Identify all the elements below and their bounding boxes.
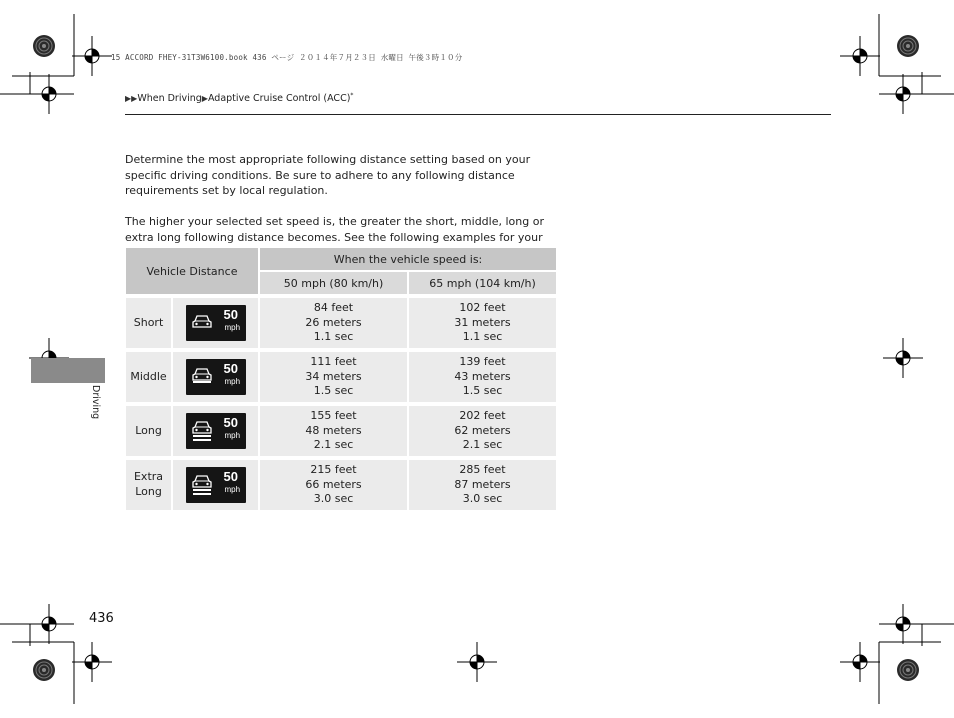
value-line: 139 feet: [459, 354, 506, 368]
side-tab: [31, 358, 105, 383]
value-line: 84 feet: [313, 300, 354, 314]
value-line: 48 meters: [305, 423, 362, 437]
value-cell-50mph: [260, 352, 407, 402]
value-cell-65mph: [409, 460, 556, 510]
distance-icon-cell: [173, 298, 258, 348]
value-line: 285 feet: [459, 462, 506, 476]
value-line: 3.0 sec: [462, 492, 503, 506]
value-line: 26 meters: [305, 315, 362, 329]
row-label: Middle: [126, 352, 171, 402]
icon-speed-number: 50: [223, 469, 238, 484]
car-icon: [191, 473, 213, 497]
side-tab-label: Driving: [90, 385, 101, 420]
col-header-speed-50: 50 mph (80 km/h): [260, 272, 407, 294]
icon-speed-number: 50: [223, 361, 238, 376]
breadcrumb-mark: *: [350, 92, 354, 99]
icon-speed-unit: mph: [224, 485, 241, 494]
value-line: 43 meters: [454, 369, 511, 383]
row-label: Short: [126, 298, 171, 348]
intro-paragraph: Determine the most appropriate following distance setting based on your specific driving conditions. Be sure to adhere to any following distance requirements set by local regulation.: [125, 153, 531, 197]
value-line: 111 feet: [310, 354, 357, 368]
breadcrumb-section: When Driving: [137, 93, 202, 105]
value-line: 2.1 sec: [462, 438, 503, 452]
col-header-speed-group: When the vehicle speed is:: [260, 248, 556, 270]
value-line: 1.1 sec: [462, 330, 503, 344]
value-line: 215 feet: [310, 462, 357, 476]
col-header-vehicle-distance: Vehicle Distance: [126, 248, 258, 294]
car-icon: [191, 311, 213, 335]
value-line: 2.1 sec: [313, 438, 354, 452]
acc-distance-icon: [186, 467, 246, 503]
acc-distance-icon: [186, 413, 246, 449]
distance-icon-cell: [173, 406, 258, 456]
value-line: 155 feet: [310, 408, 357, 422]
breadcrumb-topic: Adaptive Cruise Control (ACC): [207, 93, 351, 105]
icon-speed-number: 50: [223, 415, 238, 430]
print-header: 15 ACCORD FHEY-31T3W6100.book 436 ページ ２０１４年７月２３日 水曜日 午後３時１０分: [111, 53, 463, 62]
icon-speed-unit: mph: [224, 431, 241, 440]
value-cell-50mph: [260, 460, 407, 510]
value-line: 1.5 sec: [313, 384, 354, 398]
value-cell-65mph: [409, 406, 556, 456]
acc-distance-icon: [186, 305, 246, 341]
value-line: 102 feet: [459, 300, 506, 314]
value-line: 3.0 sec: [313, 492, 354, 506]
row-label: Extra Long: [126, 460, 171, 510]
car-icon: [191, 365, 213, 389]
col-header-speed-65: 65 mph (104 km/h): [409, 272, 556, 294]
acc-distance-icon: [186, 359, 246, 395]
value-line: 34 meters: [305, 369, 362, 383]
breadcrumb-arrow-icon: ▶: [201, 94, 208, 104]
value-cell-50mph: [260, 298, 407, 348]
value-cell-50mph: [260, 406, 407, 456]
breadcrumb: [125, 92, 353, 104]
value-cell-65mph: [409, 352, 556, 402]
value-line: 202 feet: [459, 408, 506, 422]
value-line: 87 meters: [454, 477, 511, 491]
value-line: 1.1 sec: [313, 330, 354, 344]
value-line: 66 meters: [305, 477, 362, 491]
breadcrumb-arrow-icon: ▶▶: [125, 94, 138, 104]
distance-icon-cell: [173, 352, 258, 402]
distance-icon-cell: [173, 460, 258, 510]
row-label: Long: [126, 406, 171, 456]
value-line: 31 meters: [454, 315, 511, 329]
reference-paragraph: The higher your selected set speed is, the greater the short, middle, long or extra long following distance becomes. See the following examples for your: [125, 215, 544, 244]
icon-speed-unit: mph: [224, 377, 241, 386]
value-cell-65mph: [409, 298, 556, 348]
value-line: 1.5 sec: [462, 384, 503, 398]
header-rule: [125, 114, 831, 115]
icon-speed-number: 50: [223, 307, 238, 322]
value-line: 62 meters: [454, 423, 511, 437]
icon-speed-unit: mph: [224, 323, 241, 332]
car-icon: [191, 419, 213, 443]
page-number: 436: [89, 611, 114, 626]
